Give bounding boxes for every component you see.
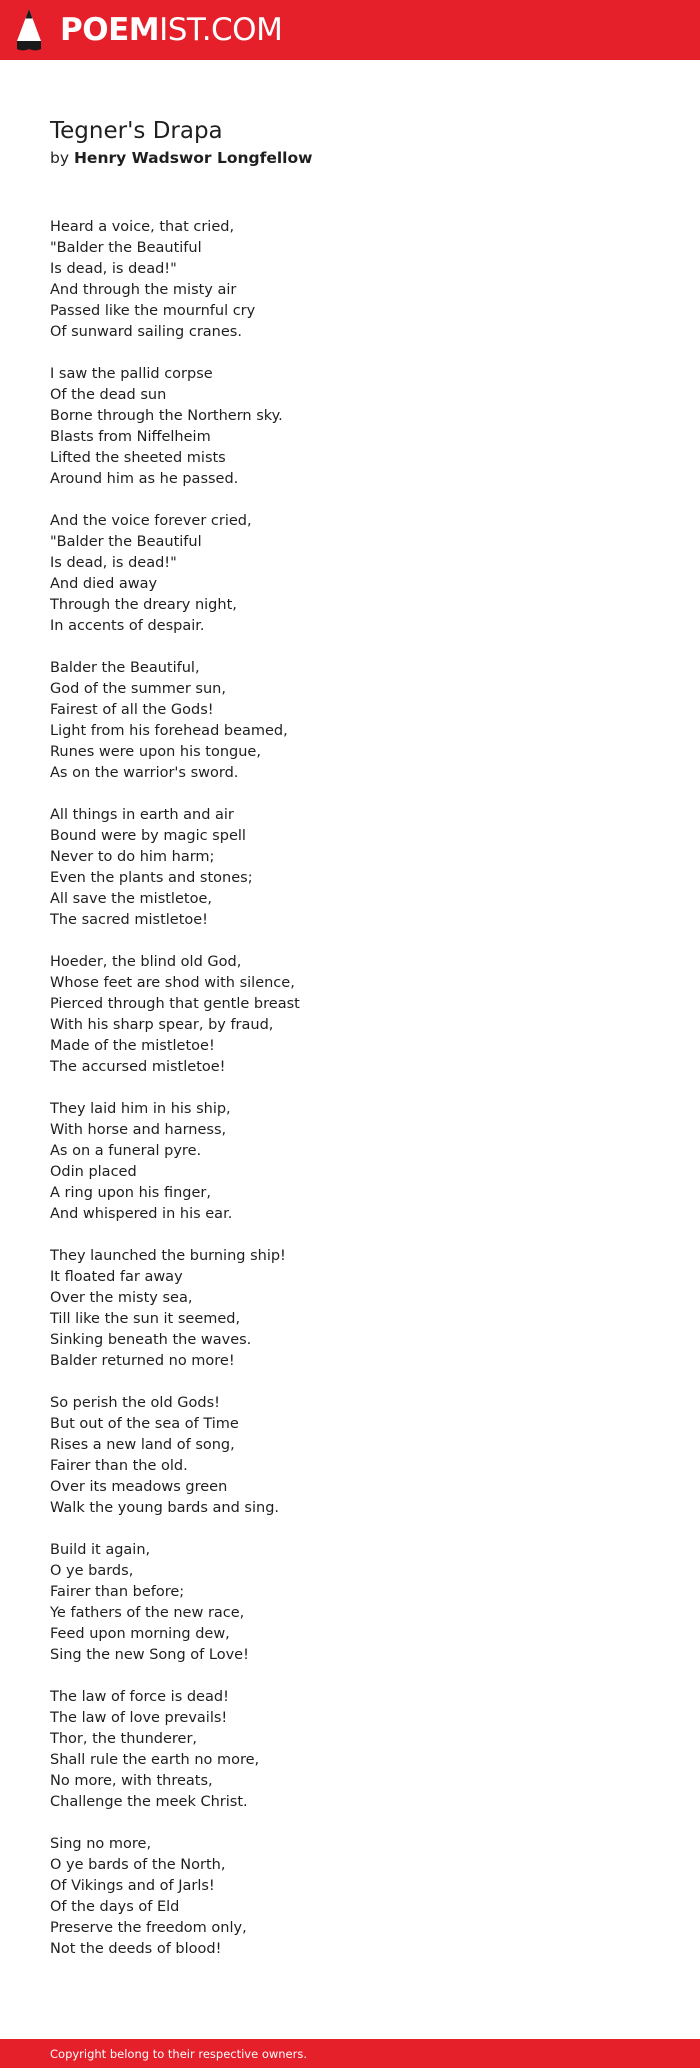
stanza [50,1099,670,1225]
poem-line: Fairer than the old. [50,1458,188,1474]
poem-line: Made of the mistletoe! [50,1038,215,1054]
site-logo[interactable] [14,8,282,52]
poem-line: Feed upon morning dew, [50,1626,230,1642]
poem-line: It floated far away [50,1269,183,1285]
poem-line: The law of force is dead! [50,1689,229,1705]
poem-line: Build it again, [50,1542,151,1558]
poem-line: Ye fathers of the new race, [50,1605,245,1621]
poem-line: Thor, the thunderer, [50,1731,198,1747]
poem-line: The law of love prevails! [50,1710,228,1726]
poem-line: Pierced through that gentle breast [50,996,300,1012]
poem-line: Of the dead sun [50,387,167,403]
site-header [0,0,700,60]
stanza [50,1393,670,1519]
poem-line: And through the misty air [50,282,237,298]
poem-line: "Balder the Beautiful [50,534,202,550]
site-logo-text [60,8,282,52]
stanza [50,1540,670,1666]
poem-line: Passed like the mournful cry [50,303,256,319]
poem-line: As on the warrior's sword. [50,765,239,781]
poem-line: Runes were upon his tongue, [50,744,261,760]
poem-line: They laid him in his ship, [50,1101,231,1117]
poem-byline [50,146,312,170]
poem-line: Not the deeds of blood! [50,1941,222,1957]
poem-line: The accursed mistletoe! [50,1059,226,1075]
poem-line: All save the mistletoe, [50,891,212,907]
poem-line: Hoeder, the blind old God, [50,954,242,970]
poem-line: "Balder the Beautiful [50,240,202,256]
poem-line: Heard a voice, that cried, [50,219,235,235]
stanza [50,1246,670,1372]
poem-line: God of the summer sun, [50,681,226,697]
poem-line: The sacred mistletoe! [50,912,208,928]
poem-title: Tegner's Drapa [50,118,223,144]
poem-line: Sinking beneath the waves. [50,1332,252,1348]
byline-prefix: by [50,149,70,167]
poem-line: So perish the old Gods! [50,1395,220,1411]
poem-line: Walk the young bards and sing. [50,1500,280,1516]
poem-line: Never to do him harm; [50,849,215,865]
poem-line: A ring upon his finger, [50,1185,211,1201]
poem-line: Over the misty sea, [50,1290,193,1306]
poem-line: Shall rule the earth no more, [50,1752,260,1768]
poem-line: And whispered in his ear. [50,1206,233,1222]
poem-line: Is dead, is dead!" [50,261,177,277]
poem-line: Of Vikings and of Jarls! [50,1878,215,1894]
site-footer [0,2039,700,2068]
poem-line: In accents of despair. [50,618,205,634]
poem-line: Of sunward sailing cranes. [50,324,242,340]
logo-text-light: IST.COM [159,12,283,48]
poem-line: They launched the burning ship! [50,1248,286,1264]
poem-line: Sing no more, [50,1836,152,1852]
poem-line: And died away [50,576,158,592]
poem-line: Challenge the meek Christ. [50,1794,248,1810]
poem-line: With horse and harness, [50,1122,227,1138]
poem-line: As on a funeral pyre. [50,1143,202,1159]
poem-line: Through the dreary night, [50,597,237,613]
poem-line: Light from his forehead beamed, [50,723,288,739]
poem-line: Preserve the freedom only, [50,1920,247,1936]
stanza [50,952,670,1078]
poem-line: Over its meadows green [50,1479,228,1495]
stanza [50,1687,670,1813]
poem-line: Lifted the sheeted mists [50,450,226,466]
pencil-tip-icon [14,8,44,52]
poem-line: But out of the sea of Time [50,1416,239,1432]
poem-line: Blasts from Niffelheim [50,429,211,445]
logo-text-bold: POEM [60,12,160,48]
poem-line: All things in earth and air [50,807,234,823]
poem-line: Even the plants and stones; [50,870,253,886]
poem-line: I saw the pallid corpse [50,366,213,382]
poem-line: No more, with threats, [50,1773,213,1789]
poem-line: Around him as he passed. [50,471,239,487]
stanza [50,511,670,637]
poem-line: With his sharp spear, by fraud, [50,1017,274,1033]
poem-line: And the voice forever cried, [50,513,252,529]
poem-line: Till like the sun it seemed, [50,1311,241,1327]
poem-line: Fairer than before; [50,1584,185,1600]
poem-line: Fairest of all the Gods! [50,702,214,718]
stanza [50,364,670,490]
poem-line: Balder the Beautiful, [50,660,200,676]
poem-author: Henry Wadswor Longfellow [73,149,313,167]
poem-line: Sing the new Song of Love! [50,1647,249,1663]
poem-line: O ye bards, [50,1563,134,1579]
stanza [50,658,670,784]
copyright-text: Copyright belong to their respective owners. [50,2047,308,2061]
poem-line: O ye bards of the North, [50,1857,226,1873]
poem-line: Borne through the Northern sky. [50,408,283,424]
poem-line: Rises a new land of song, [50,1437,235,1453]
poem-line: Odin placed [50,1164,137,1180]
poem-line: Balder returned no more! [50,1353,235,1369]
poem-line: Bound were by magic spell [50,828,246,844]
stanza [50,805,670,931]
stanza [50,1834,670,1960]
poem-line: Whose feet are shod with silence, [50,975,295,991]
poem-line: Is dead, is dead!" [50,555,177,571]
poem-body [50,217,670,1981]
stanza [50,217,670,343]
poem-line: Of the days of Eld [50,1899,180,1915]
